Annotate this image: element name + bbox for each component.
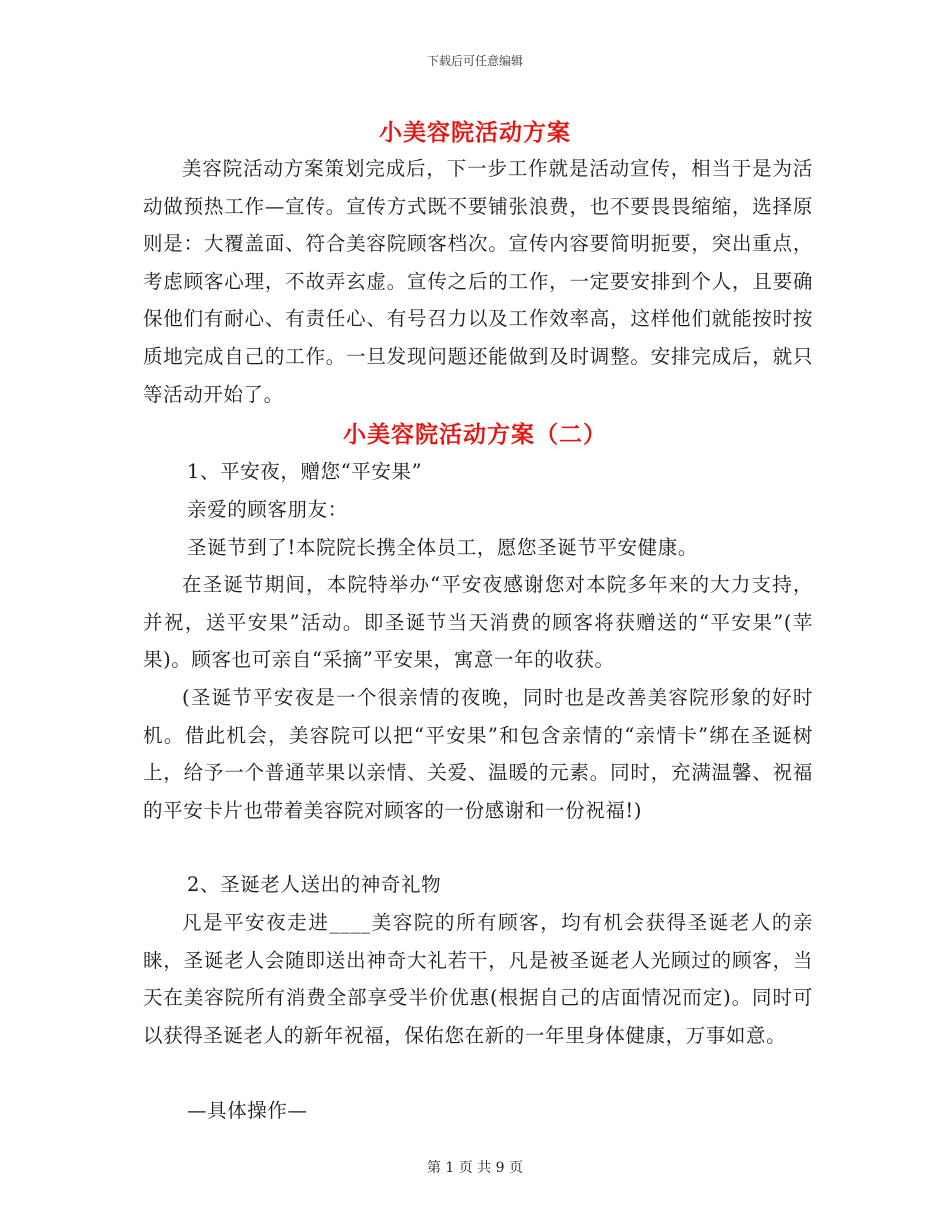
paragraph-4: 凡是平安夜走进____美容院的所有顾客，均有机会获得圣诞老人的亲睐，圣诞老人会随即送出神奇大礼若干，凡是被圣诞老人光顾过的顾客，当天在美容院所有消费全部享受半价优惠(根据自己的店面情况而定)。同时可以获得圣诞老人的新年祝福，保佑您在新的一年里身体健康，万事如意。 [143,911,813,1047]
greeting: 亲爱的顾客朋友： [187,498,348,521]
paragraph-3: (圣诞节平安夜是一个很亲情的夜晚，同时也是改善美容院形象的好时机。借此机会，美容院可以把“平安果”和包含亲情的“亲情卡”绑在圣诞树上，给予一个普通苹果以亲情、关爱、温暖的元素。同时，充满温馨、祝福的平安卡片也带着美容院对顾客的一份感谢和一份祝福!) [143,686,813,822]
section2-heading: 2、圣诞老人送出的神奇礼物 [187,873,442,896]
document-title: 小美容院活动方案 [379,119,571,146]
section-title: 小美容院活动方案（二） [343,421,607,448]
header-note: 下载后可任意编辑 [426,54,523,68]
paragraph-2: 在圣诞节期间，本院特举办“平安夜感谢您对本院多年来的大力支持，并祝，送平安果”活动。即圣诞节当天消费的顾客将获赠送的“平安果”(苹果)。顾客也可亲自“采摘”平安果，寓意一年的收获。 [143,573,813,672]
section1-heading: 1、平安夜，赠您“平安果” [187,460,423,483]
page-number: 第 1 页 共 9 页 [426,1160,524,1176]
paragraph-5: —具体操作— [187,1099,308,1122]
intro-paragraph: 美容院活动方案策划完成后，下一步工作就是活动宣传，相当于是为活动做预热工作—宣传。宣传方式既不要铺张浪费，也不要畏畏缩缩，选择原则是：大覆盖面、符合美容院顾客档次。宣传内容要简明扼要，突出重点，考虑顾客心理，不故弄玄虚。宣传之后的工作，一定要安排到个人，且要确保他们有耐心、有责任心、有号召力以及工作效率高，这样他们就能按时按质地完成自己的工作。一旦发现问题还能做到及时调整。安排完成后，就只等活动开始了。 [143,157,813,406]
paragraph-1: 圣诞节到了!本院院长携全体员工，愿您圣诞节平安健康。 [187,536,698,559]
